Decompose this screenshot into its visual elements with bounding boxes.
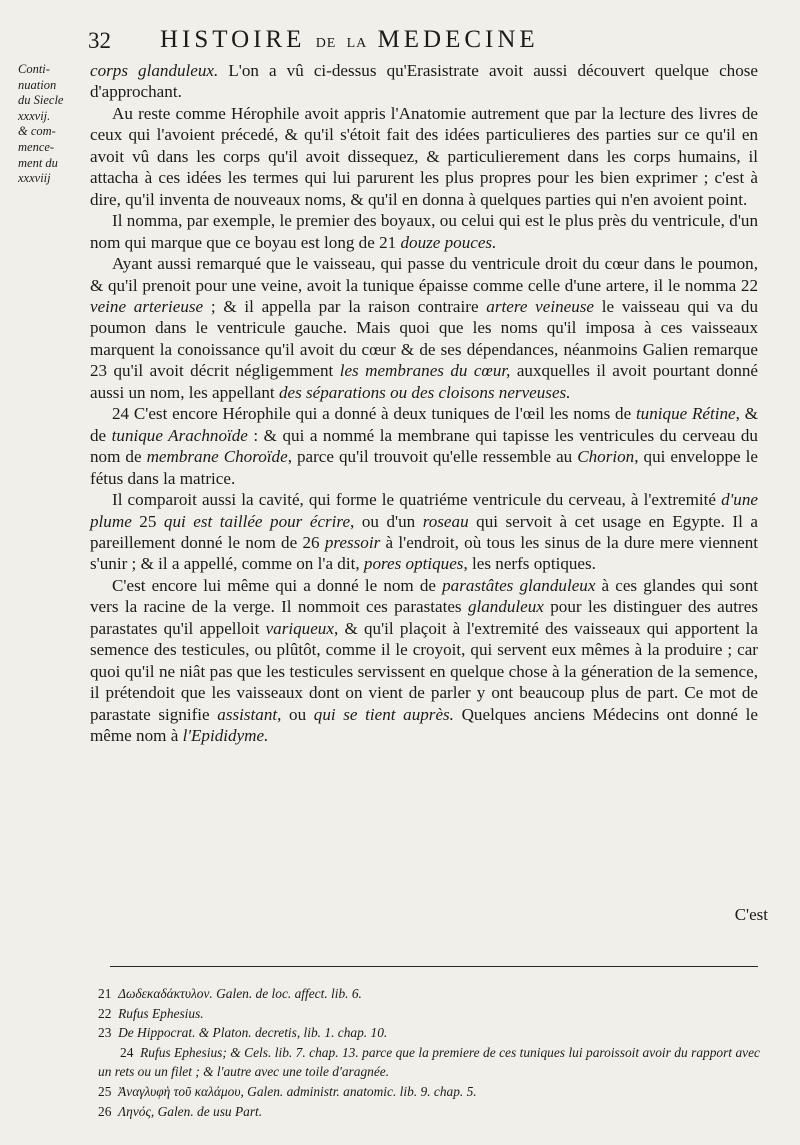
italic-run: les membranes du cœur, [339, 361, 511, 381]
italic-run: veine arterieuse [90, 296, 204, 316]
marginal-note-line: xxxvij. [18, 108, 51, 123]
running-header [88, 26, 768, 60]
italic-run: membrane Choroïde [146, 447, 288, 467]
italic-run: Chorion [577, 447, 635, 467]
marginal-note-line: nuation [18, 77, 57, 92]
footnote [98, 1102, 760, 1122]
text-run: ; & il appella par la raison contraire [203, 296, 487, 316]
paragraph [90, 403, 758, 489]
footnote-text: Ληνός, Galen. de usu Part. [118, 1103, 263, 1119]
italic-run: roseau [422, 511, 469, 531]
marginal-note [18, 62, 86, 187]
text-run: , qui enveloppe le fétus dans la matrice. [90, 447, 758, 488]
italic-run: artere veineuse [486, 296, 595, 316]
footnote-text: Rufus Ephesius; & Cels. lib. 7. chap. 13. parce que la premiere de ces tuniques lui paroissoit avoir du rapport avec un rets ou un filet ; & l'autre avec une toile d'aragnée. [98, 1044, 760, 1080]
marginal-note-line: du Siecle [18, 93, 64, 108]
italic-run: douze pouces. [400, 232, 497, 252]
italic-run: des séparations ou des cloisons nerveuses. [278, 382, 571, 402]
marginal-note-line: Conti- [18, 62, 50, 76]
footnote-text: Rufus Ephesius. [118, 1005, 204, 1021]
italic-run: tunique Arachnoïde [111, 425, 248, 445]
footnote [98, 1023, 760, 1043]
footnote [98, 1043, 760, 1082]
marginal-note-line: & com- [18, 124, 56, 139]
text-run: à ces glandes qui sont vers la racine de la verge. Il nommoit ces parastates [90, 575, 758, 617]
footnote [98, 984, 760, 1004]
text-run: : & qui a nommé la membrane qui tapisse les ventricules du cerveau du nom de [90, 425, 758, 467]
text-run: , parce qu'il trouvoit qu'elle ressemble au [287, 447, 578, 467]
text-run: , les nerfs optiques. [463, 554, 596, 574]
running-title: HISTOIRE DE LA MEDECINE [160, 26, 539, 53]
text-run: à l'endroit, où tous les sinus de la dure mere viennent s'unir ; & il a appellé, comme on l'a dit, [90, 532, 758, 574]
text-run: Ayant aussi remarqué que le vaisseau, qui passe du ventricule droit du cœur dans le poumon, & qu'il prenoit pour une veine, avoit la tunique épaisse comme celle d'une artere, il le nomma 22 [90, 254, 758, 295]
footnote-number: 26 [98, 1103, 112, 1119]
text-run: qui servoit à cet usage en Egypte. Il a pareillement donné le nom de 26 [90, 511, 758, 552]
text-run: auxquelles il avoit pourtant donné aussi un nom, les appellant [90, 361, 759, 402]
text-run: , & de [90, 404, 758, 445]
paragraph [90, 253, 758, 403]
body-text [90, 60, 758, 747]
footnote-number: 24 [120, 1044, 134, 1060]
footnote-rule [110, 966, 758, 967]
text-run: C'est encore lui même qui a donné le nom de [112, 575, 443, 595]
italic-run: qui se tient auprès. [313, 704, 454, 724]
footnote-text: De Hippocrat. & Platon. decretis, lib. 1. chap. 10. [118, 1025, 388, 1041]
italic-run: assistant [217, 704, 278, 724]
paragraph [90, 103, 758, 210]
paragraph [90, 489, 758, 575]
text-run: pour les distinguer des autres parastates qu'il appelloit [90, 597, 758, 638]
footnote-number: 21 [98, 986, 112, 1001]
footnote-text: Δωδεκαδάκτυλον. Galen. de loc. affect. lib. 6. [118, 986, 362, 1001]
marginal-note-line: xxxviij [18, 171, 51, 186]
italic-run: corps glanduleux. [90, 61, 219, 80]
footnote [98, 1082, 760, 1102]
text-run: , ou [277, 704, 314, 724]
footnote-text: Ἀναγλυφὴ τοῦ καλάμου, Galen. administr. anatomic. lib. 9. chap. 5. [118, 1083, 477, 1099]
text-run: 24 C'est encore Hérophile qui a donné à deux tuniques de l'œil les noms de [112, 404, 636, 424]
italic-run: pressoir [324, 532, 381, 552]
page-number: 32 [88, 28, 111, 53]
marginal-note-line: mence- [18, 139, 55, 154]
italic-run: tunique Rétine [635, 404, 736, 424]
italic-run: l'Epididyme. [182, 726, 269, 746]
italic-run: qui est taillée pour écrire [163, 511, 351, 531]
footnote [98, 1004, 760, 1024]
text-run: , & qu'il plaçoit à l'extremité des vaisseaux qui apportent la semence des testicules, ou plûtôt, comme il le croyoit, qui servent eux mêmes à la produire ; car quoi qu'il ne niât pas que les testicules servissent en quelque chose à la géneration de la semence, il prétendoit que les vaisseaux dont on vient de parler y ont beaucoup plus de part. Ce mot de parastate signifie [90, 618, 758, 724]
italic-run: d'une plume [90, 490, 758, 531]
text-run: Quelques anciens Médecins ont donné le même nom à [90, 704, 758, 746]
italic-run: parastâtes glanduleux [442, 575, 596, 595]
text-run: Au reste comme Hérophile avoit appris l'Anatomie autrement que par la lecture des livres de ceux qui l'avoient précedé, & qu'il s'étoit fait des idées particulieres des parties sur ce qu'il en avoit vû dans les corps qu'il avoit dissequez, & particulierement dans les corps humains, il attacha à ces idées les termes qui lui parurent les plus propres pour les bien exprimer ; c'est à dire, qu'il inventa de nouveaux noms, & qu'il en donna à quelques parties qui n'en avoient point. [90, 103, 758, 209]
text-run: le vaisseau qui va du poumon dans le ventricule gauche. Mais quoi que les noms qu'il imposa à ces vaisseaux marquent la conoissance qu'il avoit du cœur & de ses dépendances, néanmoins Galien remarque 23 qu'il avoit décrit négligemment [90, 296, 758, 381]
footnotes [98, 984, 760, 1121]
text-run: L'on a vû ci-dessus qu'Erasistrate avoit aussi découvert quelque chose d'approchant. [90, 61, 758, 102]
paragraph [90, 575, 758, 747]
text-run: , ou d'un [350, 511, 423, 531]
footnote-number: 23 [98, 1025, 112, 1041]
text-run: Il comparoit aussi la cavité, qui forme le quatriéme ventricule du cerveau, à l'extremité [112, 490, 722, 510]
italic-run: glanduleux [467, 597, 544, 617]
footnote-number: 25 [98, 1083, 112, 1099]
italic-run: variqueux [265, 618, 334, 638]
paragraph [90, 60, 758, 103]
italic-run: pores optiques [363, 554, 464, 574]
paragraph [90, 210, 758, 253]
footnote-number: 22 [98, 1005, 112, 1021]
catchword: C'est [734, 905, 768, 924]
text-run: 25 [131, 511, 164, 531]
text-run: Il nomma, par exemple, le premier des boyaux, ou celui qui est le plus près du ventricule, d'un nom qui marque que ce boyau est long de 21 [90, 211, 758, 252]
marginal-note-line: ment du [18, 155, 58, 170]
